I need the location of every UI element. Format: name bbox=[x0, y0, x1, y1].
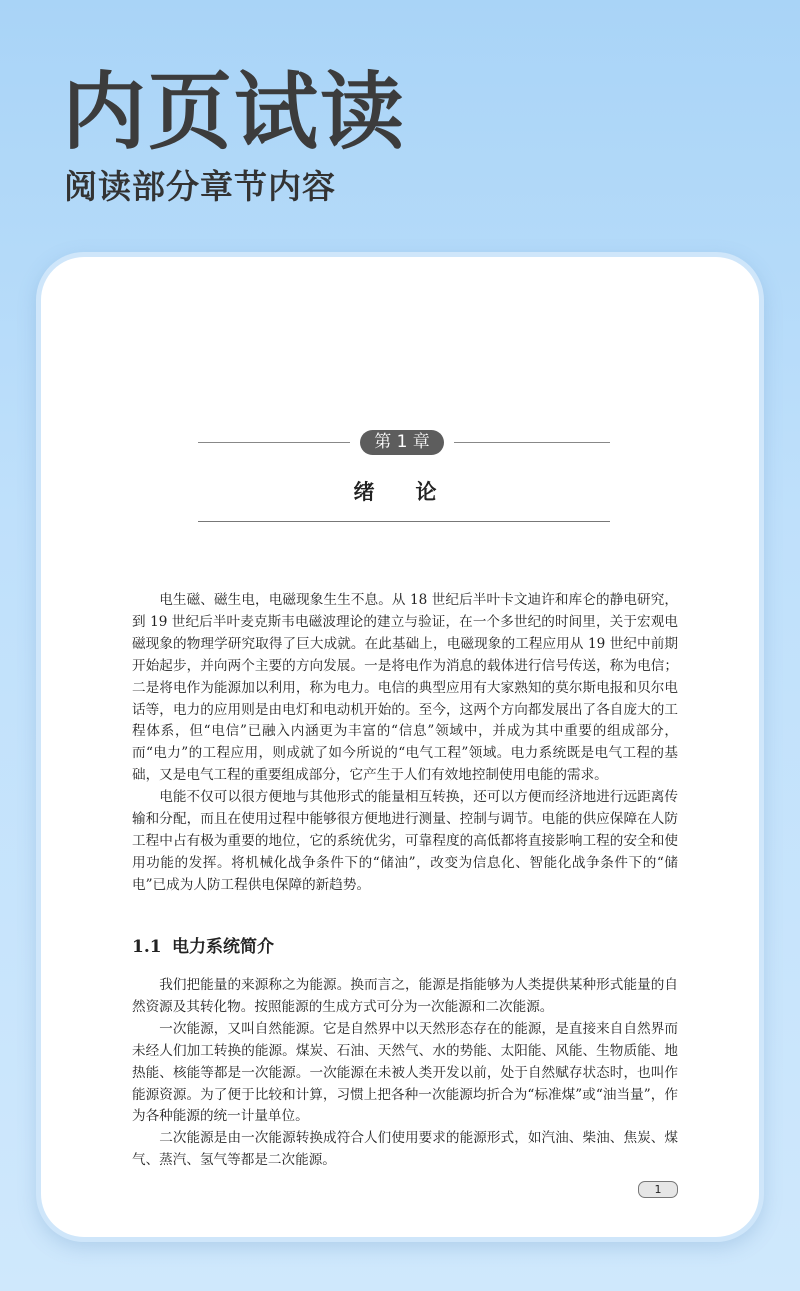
paragraph: 一次能源，又叫自然能源。它是自然界中以天然形态存在的能源，是直接来自自然界而未经人们加工转换的能源。煤炭、石油、天然气、水的势能、太阳能、风能、生物质能、地热能、核能等都是一次能源。一次能源在未被人类开发以前，处于自然赋存状态时，也叫作能源资源。为了便于比较和计算，习惯上把各种一次能源均折合为“标准煤”或“油当量”，作为各种能源的统一计量单位。 bbox=[132, 1020, 678, 1125]
chapter-title: 绪 论 bbox=[353, 480, 447, 504]
page-number: 1 bbox=[638, 1181, 678, 1198]
page-title: 内页试读 bbox=[62, 63, 407, 161]
paragraph: 二次能源是由一次能源转换成符合人们使用要求的能源形式，如汽油、柴油、焦炭、煤气、蒸汽、氢气等都是二次能源。 bbox=[132, 1130, 678, 1169]
section-title: 电力系统简介 bbox=[172, 937, 274, 957]
chapter-rule-right bbox=[454, 442, 610, 443]
paragraph: 电能不仅可以很方便地与其他形式的能量相互转换，还可以方便而经济地进行远距离传输和分配，而且在使用过程中能够很方便地进行测量、控制与调节。电能的供应保障在人防工程中占有极为重要的地位，它的系统优劣，可靠程度的高低都将直接影响工程的安全和使用功能的发挥。将机械化战争条件下的“储油”，改变为信息化、智能化战争条件下的“储电”已成为人防工程供电保障的新趋势。 bbox=[132, 789, 678, 893]
section-heading bbox=[132, 932, 274, 957]
chapter-rule-left bbox=[198, 442, 350, 443]
intro-text bbox=[132, 590, 678, 897]
page-subtitle: 阅读部分章节内容 bbox=[64, 167, 336, 206]
section-text bbox=[132, 975, 678, 1172]
section-number: 1.1 bbox=[132, 937, 162, 957]
paragraph: 电生磁、磁生电，电磁现象生生不息。从 18 世纪后半叶卡文迪许和库仑的静电研究，到 19 世纪后半叶麦克斯韦电磁波理论的建立与验证，在一个多世纪的时间里，关于宏观电磁现象的物理学研究取得了巨大成就。在此基础上，电磁现象的工程应用从 19 世纪中前期开始起步，并向两个主要的方向发展。一是将电作为消息的载体进行信号传送，称为电信；二是将电作为能源加以利用，称为电力。电信的典型应用有大家熟知的莫尔斯电报和贝尔电话等，电力的应用则是由电灯和电动机开始的。至今，这两个方向都发展出了各自庞大的工程体系，但“电信”已融入内涵更为丰富的“信息”领域中，并成为其中重要的组成部分，而“电力”的工程应用，则成就了如今所说的“电气工程”领域。电力系统既是电气工程的基础，又是电气工程的重要组成部分，它产生于人们有效地控制使用电能的需求。 bbox=[132, 592, 678, 784]
paragraph: 我们把能量的来源称之为能源。换而言之，能源是指能够为人类提供某种形式能量的自然资源及其转化物。按照能源的生成方式可分为一次能源和二次能源。 bbox=[132, 977, 678, 1015]
chapter-badge: 第 1 章 bbox=[360, 430, 444, 455]
chapter-underline bbox=[198, 521, 610, 522]
